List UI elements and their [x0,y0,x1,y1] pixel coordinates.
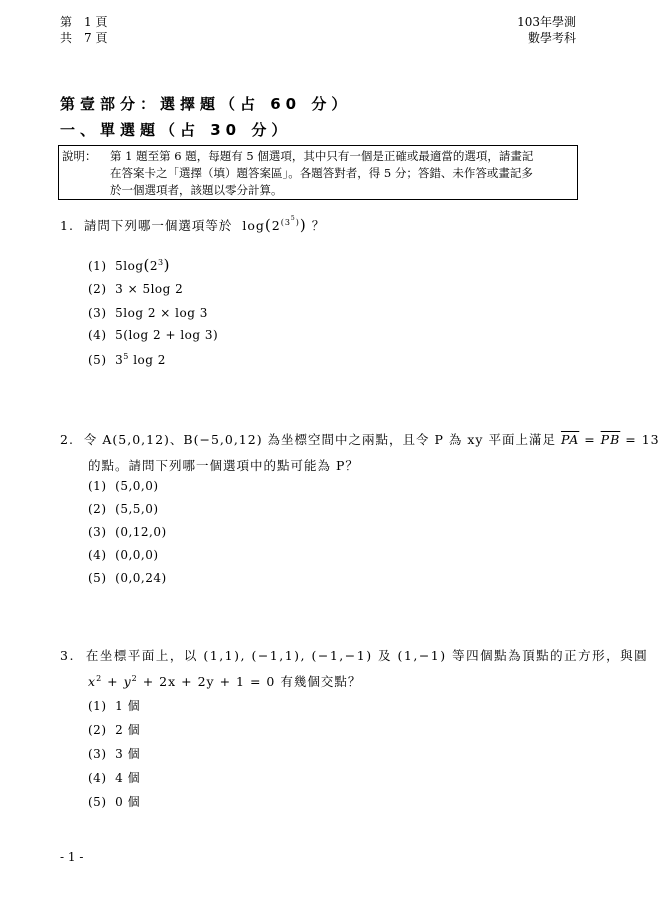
option-3[interactable]: (3) 3 個 [88,747,141,761]
question-text: 令 A(5,0,12)、B(−5,0,12) 為坐標空間中之兩點，且令 P 為 xy 平面上滿足 [83,432,556,447]
option-3[interactable]: (3) (0,12,0) [88,525,167,539]
question-number: 1. [60,218,74,233]
question-2-stem-line-1 [60,430,660,448]
instructions-box [58,145,578,200]
part-title: 第壹部分：選擇題（占 60 分） [60,95,352,113]
subject-name: 數學考科 [527,31,576,45]
question-text: 有幾個交點？ [280,674,362,689]
question-1-stem [60,215,325,234]
question-number: 3. [60,648,75,663]
option-4[interactable]: (4) 5(log 2 + log 3) [88,328,219,342]
circle-equation: $x^2 + y^2 + 2x + 2y + 1 = 0$ [88,674,276,689]
option-5[interactable]: (5) (0,0,24) [88,571,167,585]
option-1[interactable]: (1) (5,0,0) [88,479,159,493]
math-expression: log(2$^{(3^5)}$) [242,215,307,234]
option-3[interactable]: (3) 5log 2 × log 3 [88,306,208,320]
option-2[interactable]: (2) 2 個 [88,723,141,737]
instructions-label: 說明： [62,149,97,163]
instructions-line-3: 於一個選項者，該題以零分計算。 [110,183,283,197]
option-5[interactable]: (5) $3^5$ log 2 [88,352,166,367]
section-title: 一、單選題（占 30 分） [60,121,292,139]
option-1[interactable]: (1) $5\log(2^3)$ [88,256,170,274]
instructions-line-1: 第 1 題至第 6 題，每題有 5 個選項，其中只有一個是正確或最適當的選項，請畫記 [110,149,534,163]
option-2[interactable]: (2) (5,5,0) [88,502,159,516]
condition-expression: $\overline{PA} = \overline{PB} = 13$ [560,432,660,447]
option-4[interactable]: (4) (0,0,0) [88,548,159,562]
question-text: 請問下列哪一個選項等於 [83,218,233,233]
question-mark: ？ [311,218,326,233]
exam-name: 103年學測 [517,15,576,29]
question-text: 在坐標平面上，以 (1,1), (−1,1), (−1,−1) 及 (1,−1) 等四個點為頂點的正方形，與圓 [85,648,649,663]
question-3-stem-line-1 [60,646,648,664]
option-4[interactable]: (4) 4 個 [88,771,141,785]
page-number: 第 1 頁 [60,15,108,29]
option-1[interactable]: (1) 1 個 [88,699,141,713]
question-number: 2. [60,432,74,447]
question-3-stem-line-2 [88,672,361,690]
option-5[interactable]: (5) 0 個 [88,795,141,809]
total-pages: 共 7 頁 [60,31,108,45]
question-2-stem-line-2: 的點。請問下列哪一個選項中的點可能為 P？ [88,458,359,473]
instructions-line-2: 在答案卡之「選擇（填）題答案區」。各題答對者，得 5 分；答錯、未作答或畫記多 [110,166,533,180]
footer-page-number: - 1 - [60,850,84,864]
option-2[interactable]: (2) 3 × 5log 2 [88,282,184,296]
